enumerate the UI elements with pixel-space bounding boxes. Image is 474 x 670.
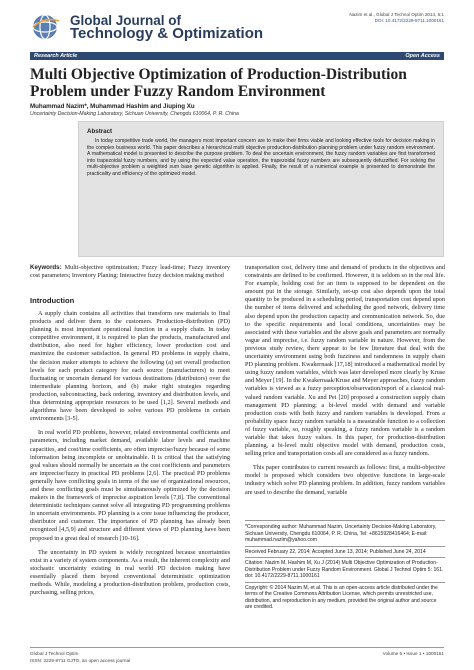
header-citation-text: Nazim et al., Global J Technol Optim 2014, 5:1 <box>349 12 444 17</box>
header-doi-link[interactable]: DOI: 10.4172/2229-8711.1000161 <box>374 18 444 23</box>
abstract-heading: Abstract <box>87 128 113 135</box>
correspondence-box <box>245 520 445 613</box>
article-type-label: Research Article <box>34 53 78 59</box>
introduction-heading: Introduction <box>30 296 75 305</box>
intro-paragraph: A supply chain contains all activities that transform raw materials to final products and deliver them to the customers. Production-distribution (PD) planning is most important operational function in a supply chain. In today competitive environment, it is required to plan the products, manufactured and distribution, also need for higher efficiency, lower production cost and maximize the customer satisfaction. In general PD problems in supply chains, the decision maker attempts to achieve the following (a) set overall production levels for each product category for each source (manufacturers) to meet fluctuating or uncertain demand for various destinations (distributors) over the intermediate planning horizon, and (b) make right strategies regarding production, subcontracting, back ordering, inventory and distribution levels, and thus determining appropriate resources to be used [1,2]. Several methods and algorithms have been developed to solve various PD problems in certain environments [3-5]. <box>30 310 230 423</box>
corresponding-author: *Corresponding author: Muhammad Nazim, Uncertainty Decision-Making Laboratory, Sichuan University, Chengdu 610064, P. R. China, Tel: +8615928416464; E-mail: muhammad.nazim@yahoo.com <box>245 524 437 543</box>
divider <box>245 546 445 547</box>
intro-paragraph: transportation cost, delivery time and demand of products in the objectives and constraints are defined to be confirmed. However, it is seldom so in the real life. For example, holding cost for an item is supposed to be dependent on the amount put in the storage. Similarly, set-up cost also depends upon the total quantity to be produced in a scheduling period, transportation cost depend upon the number of items delivered and scheduling the good network, delivery time also depend upon the production capacity and communication network. So, due to the specific requirements and local conditions, uncertainties may be associated with these variables and the above goals and parameters are normally vague and imprecise, i.e. fuzzy random variable in nature. However, from the previous study review, there appear to be few literature that deal with the uncertainty environment using both fuzziness and randomness in supply chain PD planning problem. Kwakernaak [17,18] introduced a mathematical model by using fuzzy random variables, which was later developed more clearly by Kruse and Meyer [19]. In the Kwakernaak/Kruse and Meyer approaches, fuzzy random variables is viewed as a fuzzy perception/observation/report of a classical real-valued random variable. Xu and Pei [20] proposed a construction supply chain management PD planning; a bi-level model with demand and variable production costs with both fuzzy and random variables is developed. From a probability space fuzzy random variable is a measurable function to a collection of fuzzy variable, so, roughly speaking, a fuzzy random variable is a random variable that takes fuzzy values. In this paper, for production-distribution planning, a bi-level multi objective model with demand, production costs, selling price and transportation costs all are considered as a fuzzy random. <box>245 264 445 458</box>
divider <box>245 557 445 558</box>
intro-paragraph: The uncertainty in PD system is widely recognized because uncertainties exist in a variety of system components. As a result, the inherent complexity and stochastic uncertainty existing in real world PD decision making have essentially placed them beyond conventional deterministic optimization methods. While, modeling a production-distribution problem, production costs, purchasing, selling prices, <box>30 548 230 597</box>
keywords-label: Keywords: <box>30 264 62 271</box>
journal-name-line1: Global Journal of <box>70 13 182 28</box>
header-citation <box>349 12 444 24</box>
article-dates: Received February 22, 2014; Accepted June 13, 2014; Published June 24, 2014 <box>245 548 426 555</box>
intro-paragraph: In real world PD problems, however, related environmental coefficients and parameters, including market demand, available labor levels and machine capacities, and cost/time coefficients, are often imprecise/fuzzy because of some information being incomplete or unobtainable. It is critical that the satisfying goal values should normally be uncertain as the cost coefficients and parameters are imprecise/fuzzy in practical PD problems [2,6]. The practical PD problems generally have conflicting goals in terms of the use of organizational resources, and these conflicting goals must be simultaneously optimized by the decision makers in the framework of imprecise aspiration levels [7,8]. The conventional deterministic techniques cannot solve all integrating PD programming problems in uncertain environments. PD planning is a core issue influencing the producer, distributor and customer. The importance of PD planning has already been recognized [4,5,9] and structure and different views of PD planning have been proposed in a great deal of research [10-16]. <box>30 429 230 542</box>
keywords-text: Multi-objective optimization; Fuzzy lead-time; Fuzzy inventory cost parameters; Inventory Planing; Interactive fuzzy decision making method <box>30 264 231 280</box>
right-column <box>245 264 445 503</box>
page-footer <box>30 647 444 664</box>
journal-name-line2: Technology & Optimization <box>70 25 264 42</box>
left-column <box>30 310 230 603</box>
keywords <box>30 264 230 280</box>
footer-issn: ISSN: 2229-8711 GJTO, an open access journal <box>30 657 131 663</box>
abstract-text: In today competitive trade world, the managers most important concern are to make their firms viable and looking effective tools for decision making in the complex business world. This paper describes a hierarchical multi objective production-distribution planning problem under fuzzy random environment. A mathematical model is presented to describe the purpose problem. To deal the uncertain environment, the fuzzy random variables are first transformed into trapezoidal fuzzy numbers, and by using the expected value operation, the trapezoidal fuzzy numbers are subsequently defuzzified. For solving the multi-objective problem a weighted sum base genetic algorithm is applied. Finally, the result of a numerical example is presented to demonstrate the practicality and efficiency of the optimized model. <box>87 138 435 177</box>
copyright-note: Copyright: © 2014 Nazim M, et al. This is an open-access article distributed under the terms of the Creative Commons Attribution License, which permits unrestricted use, distribution, and reproduction in any medium, provided the original author and source are credited. <box>245 584 438 610</box>
journal-header <box>30 8 444 48</box>
footer-volume: Volume 5 • Issue 1 • 1000161 <box>382 651 444 656</box>
divider <box>245 582 445 583</box>
article-type-band <box>30 52 444 60</box>
citation-note: Citation: Nazim M, Hashim M, Xu J (2014) Multi Objective Optimization of Production-Distribution Problem under Fuzzy Random Environment. Global J Technol Optim 5: 161. doi: 10.4172/2229-8711.1000161 <box>245 560 444 579</box>
article-authors: Muhammad Nazim*, Muhammad Hashim and Jiuping Xu <box>30 103 195 110</box>
article-title: Multi Objective Optimization of Production-Distribution Problem under Fuzzy Random Environment <box>30 66 407 100</box>
article-affiliation: Uncertainty Decision-Making Laboratory, Sichuan University, Chengdu 610064, P. R. China <box>30 111 239 117</box>
open-access-label: Open Access <box>405 53 440 59</box>
journal-name <box>70 14 263 40</box>
abstract-box <box>78 121 444 257</box>
intro-paragraph: This paper contributes to current research as follows: first, a multi-objective model is proposed which considers two objective functions in large-scale industry which solve PD planning problem. In addition, fuzzy random variables are used to describe the demand, variable <box>245 464 445 496</box>
footer-journal: Global J Technol Optim <box>30 651 79 656</box>
globe-icon <box>30 12 64 42</box>
